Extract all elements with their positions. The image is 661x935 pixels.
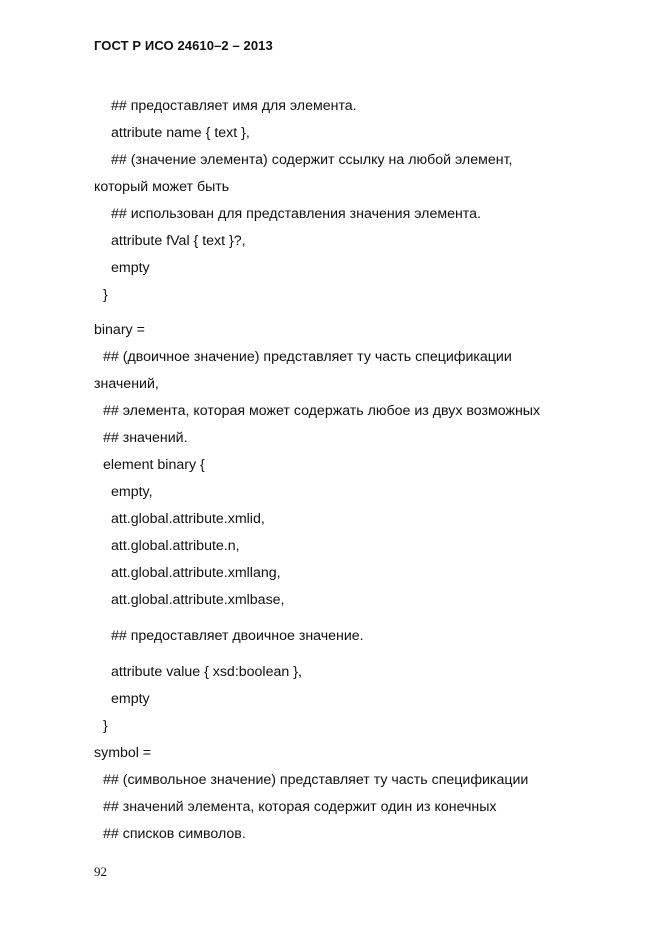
code-line: attribute name { text },	[111, 125, 250, 141]
code-line: att.global.attribute.xmlbase,	[111, 592, 285, 608]
code-line: symbol =	[94, 745, 152, 761]
code-line: который может быть	[94, 179, 230, 195]
code-line: ## значений.	[103, 430, 188, 446]
code-line: }	[103, 718, 108, 734]
code-line: ## (символьное значение) представляет ту часть спецификации	[103, 772, 529, 788]
code-line: ## значений элемента, которая содержит один из конечных	[103, 799, 497, 815]
code-line: ## списков символов.	[103, 826, 246, 842]
page-number: 92	[94, 864, 107, 879]
code-line: empty,	[111, 484, 153, 500]
code-line: ## использован для представления значения элемента.	[111, 206, 481, 222]
code-line: binary =	[94, 322, 145, 338]
code-line: ## предоставляет двоичное значение.	[111, 628, 364, 644]
code-line: ## элемента, которая может содержать любое из двух возможных	[103, 403, 541, 419]
code-line: ## (двоичное значение) представляет ту часть спецификации	[103, 349, 512, 365]
code-line: att.global.attribute.n,	[111, 538, 240, 554]
code-line: empty	[111, 691, 150, 707]
code-line: element binary {	[103, 457, 205, 473]
code-line: att.global.attribute.xmllang,	[111, 565, 281, 581]
code-line: ## (значение элемента) содержит ссылку на любой элемент,	[111, 152, 513, 168]
code-line: att.global.attribute.xmlid,	[111, 511, 265, 527]
document-header: ГОСТ Р ИСО 24610–2 – 2013	[94, 38, 273, 53]
code-line: значений,	[94, 376, 159, 392]
code-line: attribute fVal { text }?,	[111, 233, 246, 249]
code-line: empty	[111, 260, 150, 276]
code-line: attribute value { xsd:boolean },	[111, 664, 302, 680]
code-line: ## предоставляет имя для элемента.	[111, 98, 357, 114]
code-line: }	[103, 287, 108, 303]
